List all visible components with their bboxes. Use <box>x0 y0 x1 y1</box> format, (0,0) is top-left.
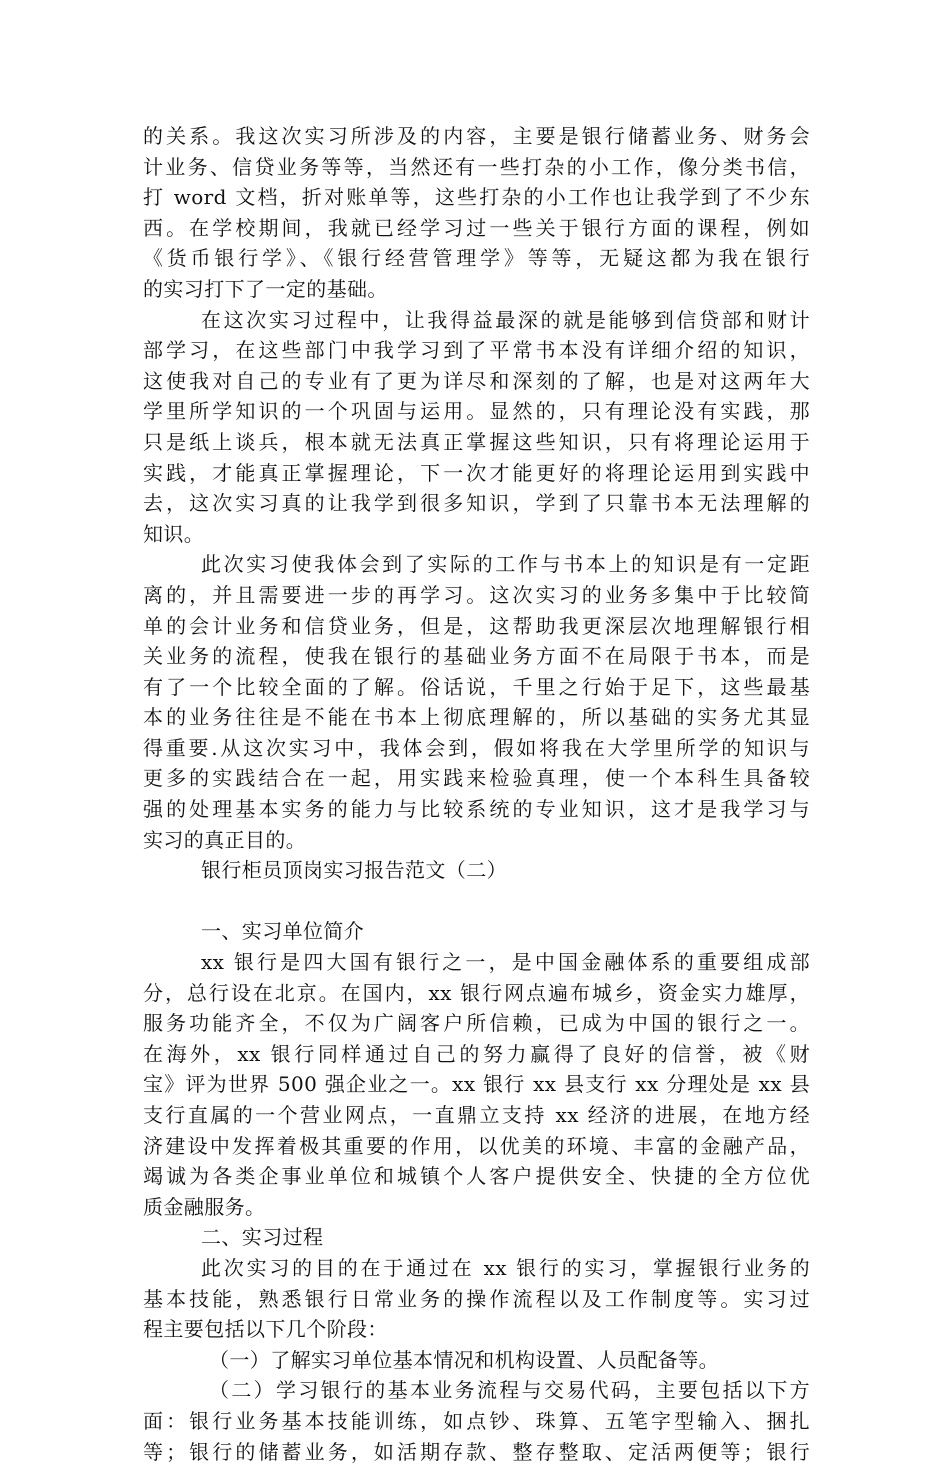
paragraph-last-line: 实习的真正目的。 <box>143 827 307 852</box>
text-line: 支行直属的一个营业网点，一直鼎立支持 xx 经济的进展，在地方经 <box>143 1103 810 1127</box>
text-line: 在海外，xx 银行同样通过自己的努力赢得了良好的信誉，被《财 <box>143 1041 810 1066</box>
paragraph-last-line: 的实习打下了一定的基础。 <box>143 276 388 301</box>
text-line: 部学习，在这些部门中我学习到了平常书本没有详细介绍的知识， <box>143 338 810 363</box>
text-line: 学里所学知识的一个巩固与运用。显然的，只有理论没有实践，那 <box>143 399 810 424</box>
text-line: 去，这次实习真的让我学到很多知识，学到了只靠书本无法理解的 <box>143 491 810 516</box>
text-line: 竭诚为各类企事业单位和城镇个人客户提供安全、快捷的全方位优 <box>143 1164 810 1189</box>
text-line: 基本技能，熟悉银行日常业务的操作流程以及工作制度等。实习过 <box>143 1286 810 1311</box>
document-body <box>143 121 810 1467</box>
text-line: 更多的实践结合在一起，用实践来检验真理，使一个本科生具备较 <box>143 766 810 791</box>
text-line: 的关系。我这次实习所涉及的内容，主要是银行储蓄业务、财务会 <box>143 124 810 148</box>
text-line: 关业务的流程，使我在银行的基础业务方面不在局限于书本，而是 <box>143 644 810 669</box>
text-line: 打 word 文档，折对账单等，这些打杂的小工作也让我学到了不少东 <box>143 185 810 210</box>
text-line: 单的会计业务和信贷业务，但是，这帮助我更深层次地理解银行相 <box>143 613 810 638</box>
text-line: 这使我对自己的专业有了更为详尽和深刻的了解，也是对这两年大 <box>143 368 810 393</box>
paragraph-first-line: 此次实习使我体会到了实际的工作与书本上的知识是有一定距 <box>201 552 810 577</box>
text-line: 本的业务往往是不能在书本上彻底理解的，所以基础的实务尤其显 <box>143 705 810 730</box>
section-heading: 一、实习单位简介 <box>201 919 365 944</box>
paragraph-first-line: 此次实习的目的在于通过在 xx 银行的实习，掌握银行业务的 <box>201 1255 810 1280</box>
text-line: 只是纸上谈兵，根本就无法真正掌握这些知识，只有将理论运用于 <box>143 429 810 454</box>
text-line: 实践，才能真正掌握理论，下一次才能更好的将理论运用到实践中 <box>143 460 810 485</box>
text-line: 计业务、信贷业务等等，当然还有一些打杂的小工作，像分类书信， <box>143 154 810 179</box>
text-line: 强的处理基本实务的能力与比较系统的专业知识，这才是我学习与 <box>143 797 810 822</box>
text-line: 《货币银行学》、《银行经营管理学》等等，无疑这都为我在银行 <box>143 246 810 271</box>
list-item-line: （二）学习银行的基本业务流程与交易代码，主要包括以下方 <box>209 1378 810 1403</box>
list-item-line: （一）了解实习单位基本情况和机构设置、人员配备等。 <box>209 1347 719 1372</box>
text-line: 面：银行业务基本技能训练，如点钞、珠算、五笔字型输入、捆扎 <box>143 1408 810 1433</box>
section-heading: 二、实习过程 <box>201 1225 324 1250</box>
blank-line <box>143 886 810 917</box>
text-line: 济建设中发挥着极其重要的作用，以优美的环境、丰富的金融产品， <box>143 1133 810 1158</box>
paragraph-first-line: 在这次实习过程中，让我得益最深的就是能够到信贷部和财计 <box>201 307 810 332</box>
paragraph-last-line: 知识。 <box>143 521 205 546</box>
paragraph-last-line: 质金融服务。 <box>143 1194 266 1219</box>
text-line: 服务功能齐全，不仅为广阔客户所信赖，已成为中国的银行之一。 <box>143 1011 810 1036</box>
paragraph-last-line: 程主要包括以下几个阶段： <box>143 1317 388 1342</box>
text-line: 有了一个比较全面的了解。俗话说，千里之行始于足下，这些最基 <box>143 674 810 699</box>
text-line: 等；银行的储蓄业务，如活期存款、整存整取、定活两便等；银行 <box>143 1439 810 1464</box>
text-line: 得重要.从这次实习中，我体会到，假如将我在大学里所学的知识与 <box>143 735 810 760</box>
text-line: 分，总行设在北京。在国内，xx 银行网点遍布城乡，资金实力雄厚， <box>143 980 810 1005</box>
paragraph-first-line: xx 银行是四大国有银行之一，是中国金融体系的重要组成部 <box>201 950 810 975</box>
section-heading: 银行柜员顶岗实习报告范文（二） <box>201 858 507 883</box>
text-line: 宝》评为世界 500 强企业之一。xx 银行 xx 县支行 xx 分理处是 xx 县 <box>143 1072 810 1097</box>
text-line: 西。在学校期间，我就已经学习过一些关于银行方面的课程，例如 <box>143 215 810 240</box>
text-line: 离的，并且需要进一步的再学习。这次实习的业务多集中于比较简 <box>143 582 810 607</box>
